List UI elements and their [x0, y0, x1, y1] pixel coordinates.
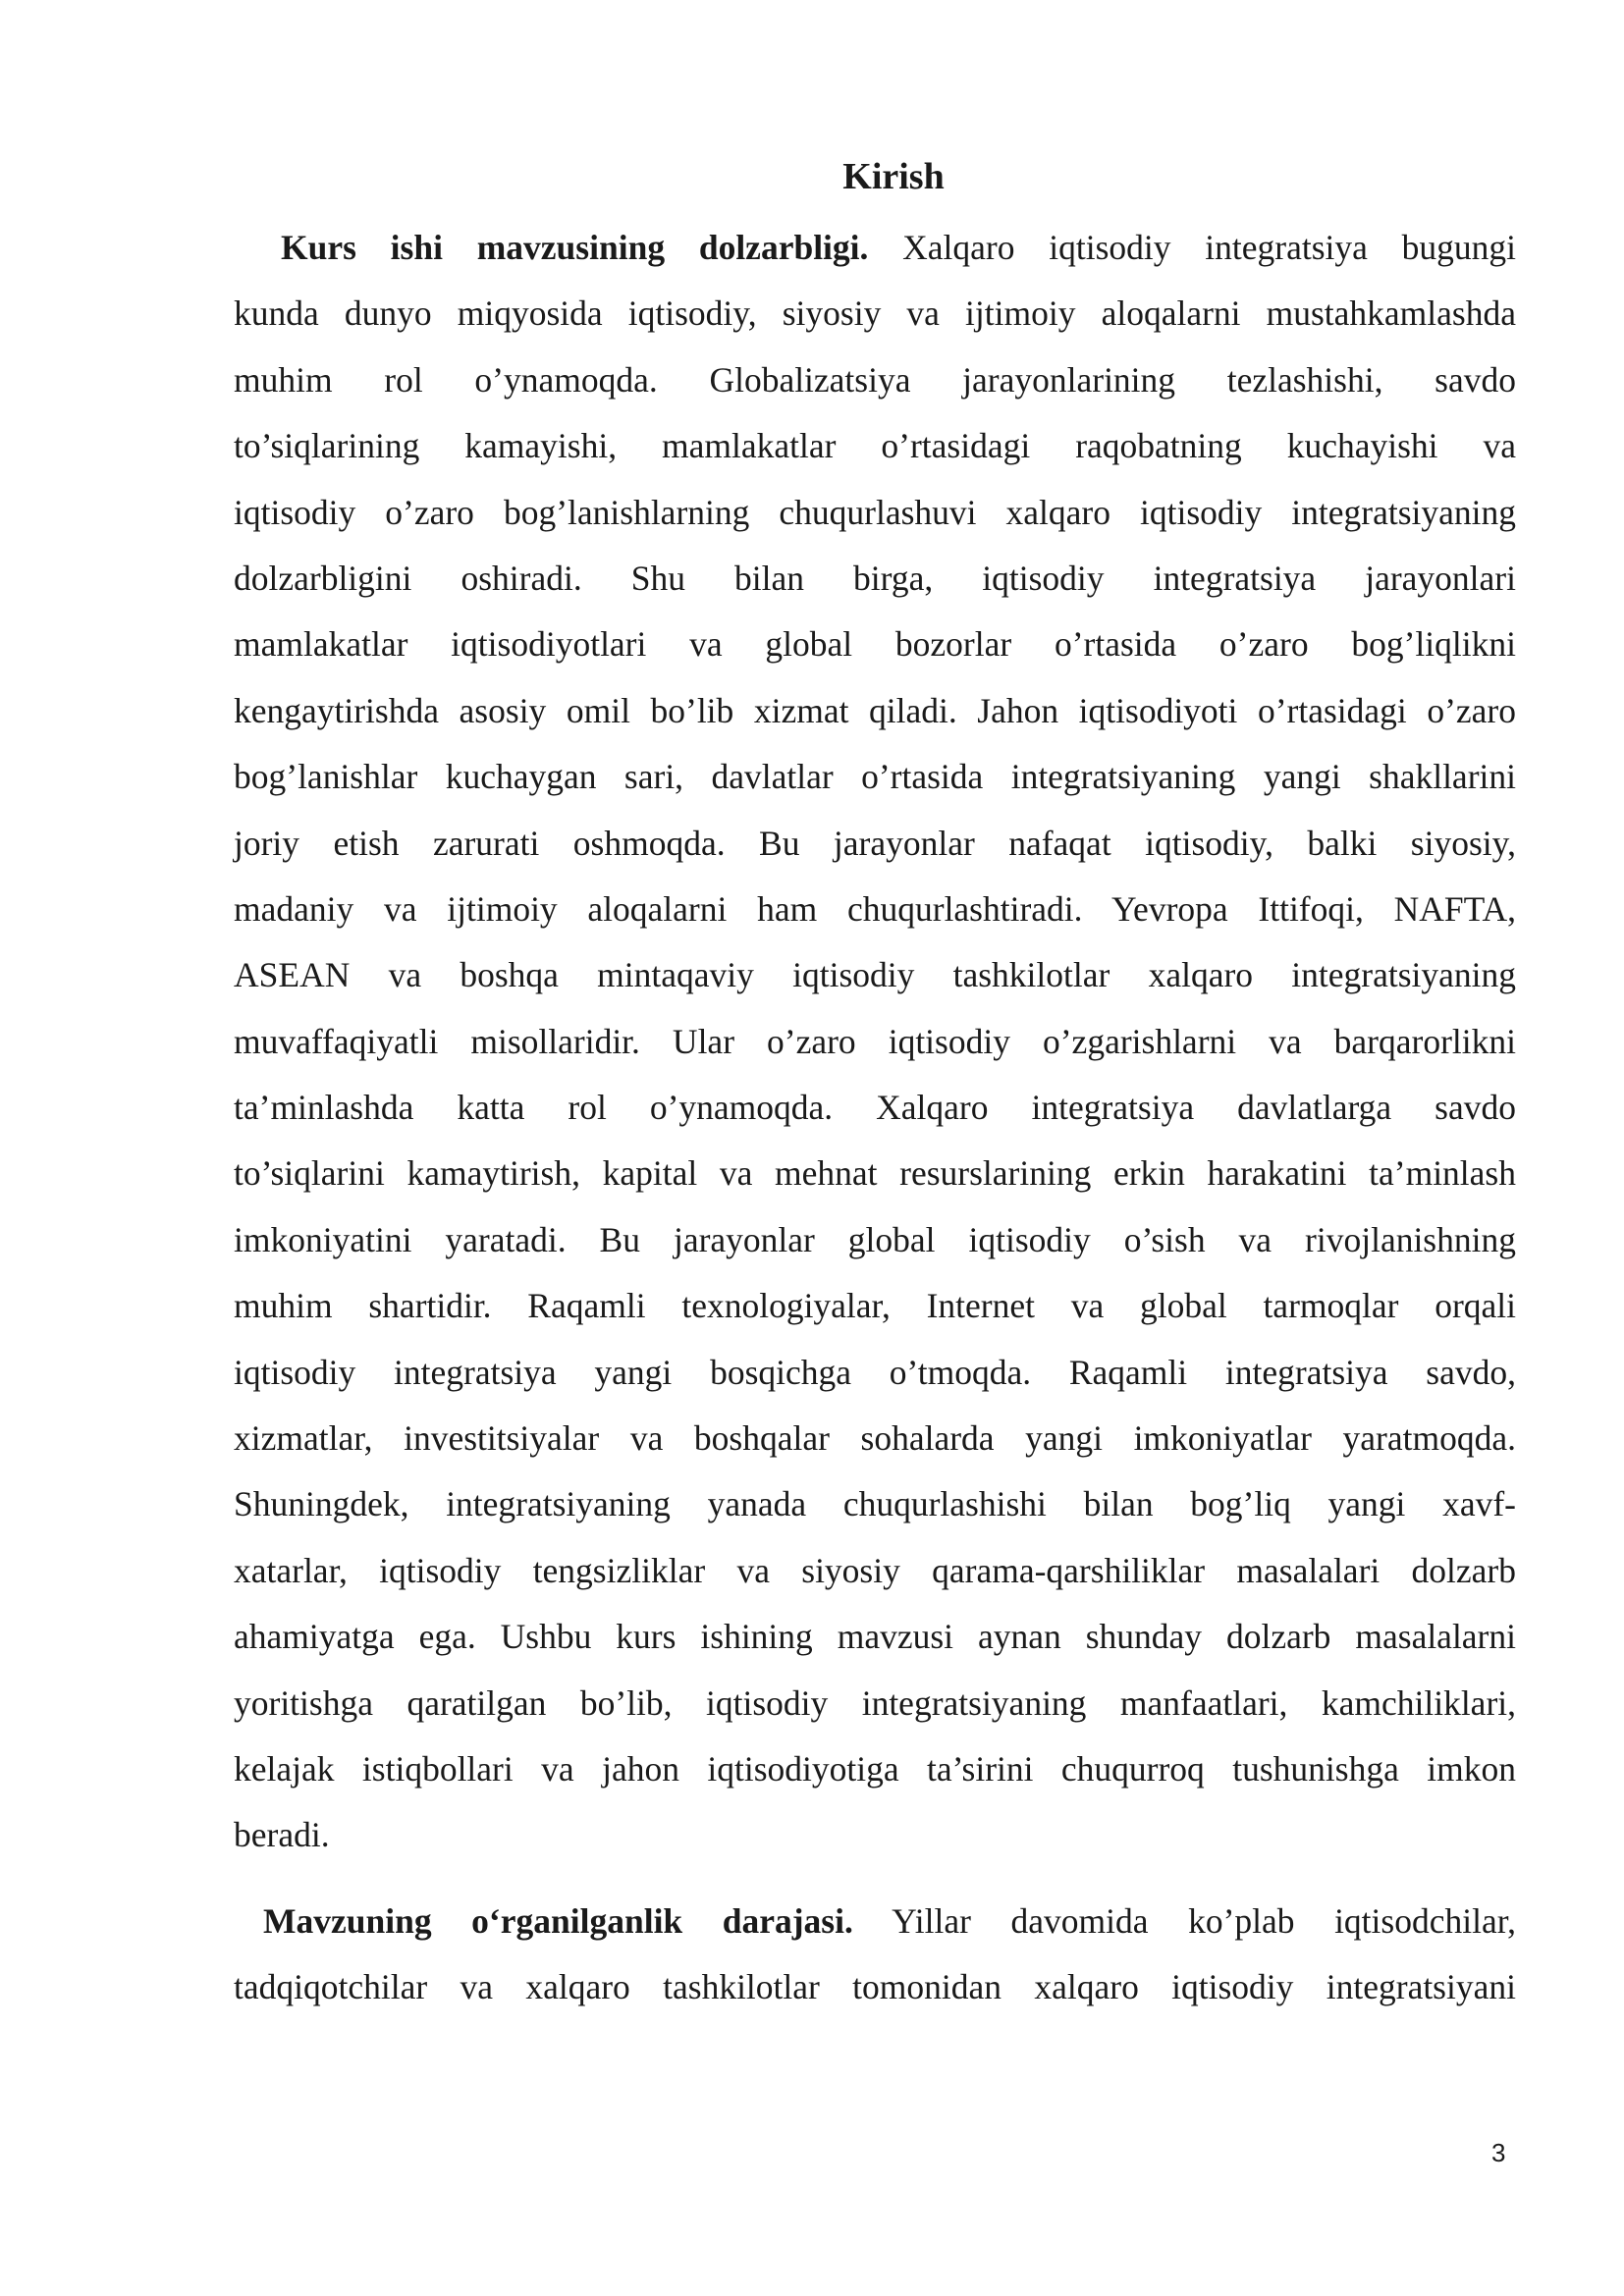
paragraph-line: madaniy va ijtimoiy aloqalarni ham chuqurlashtiradi. Yevropa Ittifoqi, NAFTA, — [234, 888, 1516, 929]
paragraph-line: joriy etish zarurati oshmoqda. Bu jarayonlar nafaqat iqtisodiy, balki siyosiy, — [234, 823, 1516, 863]
paragraph-line: iqtisodiy o’zaro bog’lanishlarning chuqurlashuvi xalqaro iqtisodiy integratsiyaning — [234, 492, 1516, 532]
paragraph-line: yoritishga qaratilgan bo’lib, iqtisodiy integratsiyaning manfaatlari, kamchiliklari, — [234, 1682, 1516, 1723]
section-heading: Kirish — [842, 156, 945, 197]
paragraph-line: kelajak istiqbollari va jahon iqtisodiyotiga ta’sirini chuqurroq tushunishga imkon — [234, 1748, 1516, 1789]
paragraph-lead: Kurs ishi mavzusining dolzarbligi. — [281, 228, 869, 267]
paragraph-lead: Mavzuning o‘rganilganlik darajasi. — [263, 1901, 853, 1941]
paragraph-line: ta’minlashda katta rol o’ynamoqda. Xalqaro integratsiya davlatlarga savdo — [234, 1088, 1516, 1128]
paragraph-study-degree — [234, 1889, 1516, 2021]
paragraph-relevance — [234, 215, 1516, 1869]
paragraph-line: ASEAN va boshqa mintaqaviy iqtisodiy tashkilotlar xalqaro integratsiyaning — [234, 955, 1516, 995]
paragraph-line: muhim rol o’ynamoqda. Globalizatsiya jarayonlarining tezlashishi, savdo — [234, 359, 1516, 400]
paragraph-line-text: Xalqaro iqtisodiy integratsiya bugungi — [868, 228, 1516, 267]
paragraph-line: to’siqlarini kamaytirish, kapital va mehnat resurslarining erkin harakatini ta’minlash — [234, 1153, 1516, 1194]
paragraph-line: xizmatlar, investitsiyalar va boshqalar sohalarda yangi imkoniyatlar yaratmoqda. — [234, 1418, 1516, 1459]
paragraph-line: iqtisodiy integratsiya yangi bosqichga o’tmoqda. Raqamli integratsiya savdo, — [234, 1352, 1516, 1392]
paragraph-line-text: Yillar davomida ko’plab iqtisodchilar, — [852, 1901, 1516, 1941]
page-number: 3 — [1491, 2138, 1506, 2167]
paragraph-line: Shuningdek, integratsiyaning yanada chuqurlashishi bilan bog’liq yangi xavf- — [234, 1484, 1516, 1524]
paragraph-line: muvaffaqiyatli misollaridir. Ular o’zaro iqtisodiy o’zgarishlarni va barqarorlikni — [234, 1021, 1516, 1061]
paragraph-line: tadqiqotchilar va xalqaro tashkilotlar tomonidan xalqaro iqtisodiy integratsiyani — [234, 1967, 1516, 2007]
paragraph-line: kunda dunyo miqyosida iqtisodiy, siyosiy va ijtimoiy aloqalarni mustahkamlashda — [234, 294, 1516, 334]
paragraph-line: kengaytirishda asosiy omil bo’lib xizmat qiladi. Jahon iqtisodiyoti o’rtasidagi o’zaro — [234, 690, 1516, 730]
paragraph-line: mamlakatlar iqtisodiyotlari va global bozorlar o’rtasida o’zaro bog’liqlikni — [234, 624, 1516, 665]
paragraph-line: imkoniyatini yaratadi. Bu jarayonlar global iqtisodiy o’sish va rivojlanishning — [234, 1219, 1516, 1259]
paragraph-line: to’siqlarining kamayishi, mamlakatlar o’rtasidagi raqobatning kuchayishi va — [234, 426, 1516, 466]
paragraph-line: muhim shartidir. Raqamli texnologiyalar, Internet va global tarmoqlar orqali — [234, 1286, 1516, 1326]
paragraph-line: beradi. — [234, 1815, 330, 1855]
paragraph-line — [234, 1889, 1516, 1954]
paragraph-line: dolzarbligini oshiradi. Shu bilan birga, iqtisodiy integratsiya jarayonlari — [234, 558, 1516, 598]
paragraph-line: bog’lanishlar kuchaygan sari, davlatlar o’rtasida integratsiyaning yangi shakllarini — [234, 757, 1516, 797]
paragraph-line: ahamiyatga ega. Ushbu kurs ishining mavzusi aynan shunday dolzarb masalalarni — [234, 1617, 1516, 1657]
paragraph-line — [234, 215, 1516, 281]
paragraph-line: xatarlar, iqtisodiy tengsizliklar va siyosiy qarama-qarshiliklar masalalari dolzarb — [234, 1550, 1516, 1590]
